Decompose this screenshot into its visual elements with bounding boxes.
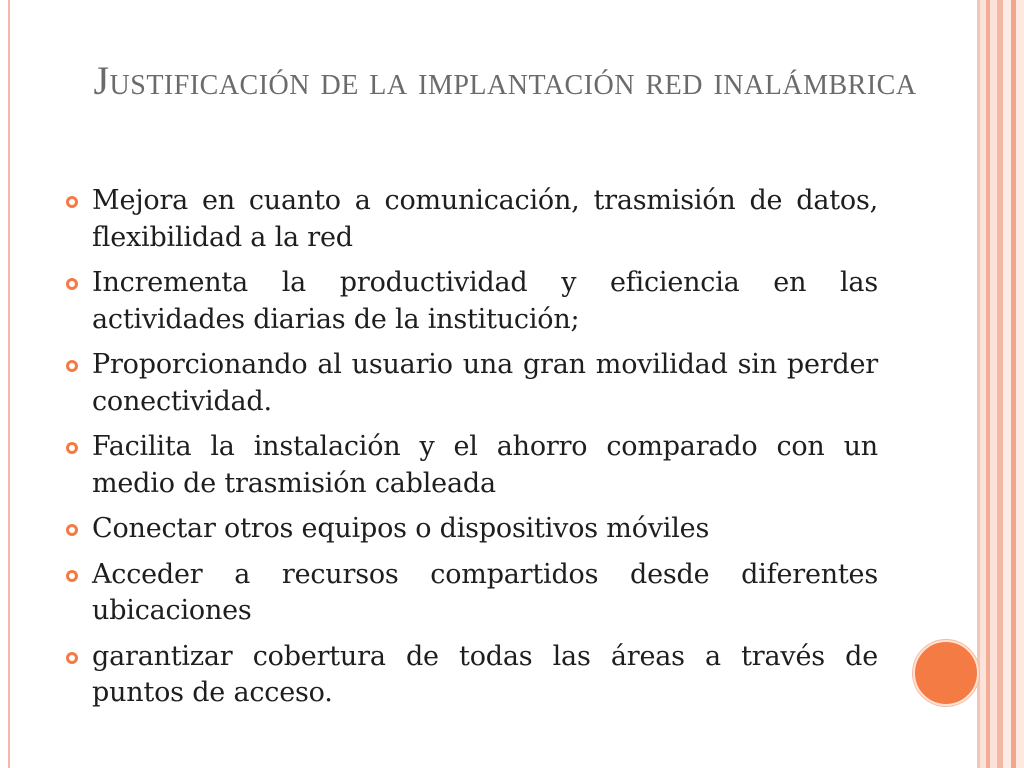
bullet-item xyxy=(64,429,878,502)
bullet-text: Proporcionando al usuario una gran movilidad sin perder conectividad. xyxy=(92,349,878,417)
ring-bullet-icon xyxy=(65,359,79,373)
ring-bullet-icon xyxy=(65,651,79,665)
right-stripe xyxy=(1016,0,1024,768)
bullet-text: Incrementa la productividad y eficiencia en las actividades diarias de la institución; xyxy=(92,267,878,335)
right-stripe xyxy=(990,0,997,768)
bullet-item xyxy=(64,557,878,630)
ring-bullet-icon xyxy=(65,441,79,455)
bullet-item xyxy=(64,511,878,548)
bullet-item xyxy=(64,183,878,256)
bullet-text: Mejora en cuanto a comunicación, trasmisión de datos, flexibilidad a la red xyxy=(92,185,878,253)
ring-bullet-icon xyxy=(65,195,79,209)
slide-title: Justificación de la implantación red inalámbrica xyxy=(93,58,917,103)
right-stripe xyxy=(1003,0,1011,768)
bullet-list xyxy=(64,183,878,721)
orange-circle-decoration xyxy=(913,640,979,706)
ring-bullet-icon xyxy=(65,569,79,583)
bullet-text: Facilita la instalación y el ahorro comparado con un medio de trasmisión cableada xyxy=(92,431,878,499)
bullet-item xyxy=(64,639,878,712)
bullet-text: Acceder a recursos compartidos desde diferentes ubicaciones xyxy=(92,558,878,626)
bullet-item xyxy=(64,347,878,420)
bullet-text: Conectar otros equipos o dispositivos móviles xyxy=(92,513,710,544)
bullet-text: garantizar cobertura de todas las áreas a través de puntos de acceso. xyxy=(92,640,878,708)
ring-bullet-icon xyxy=(65,277,79,291)
ring-bullet-icon xyxy=(65,523,79,537)
left-accent-line xyxy=(8,0,10,768)
bullet-item xyxy=(64,265,878,338)
